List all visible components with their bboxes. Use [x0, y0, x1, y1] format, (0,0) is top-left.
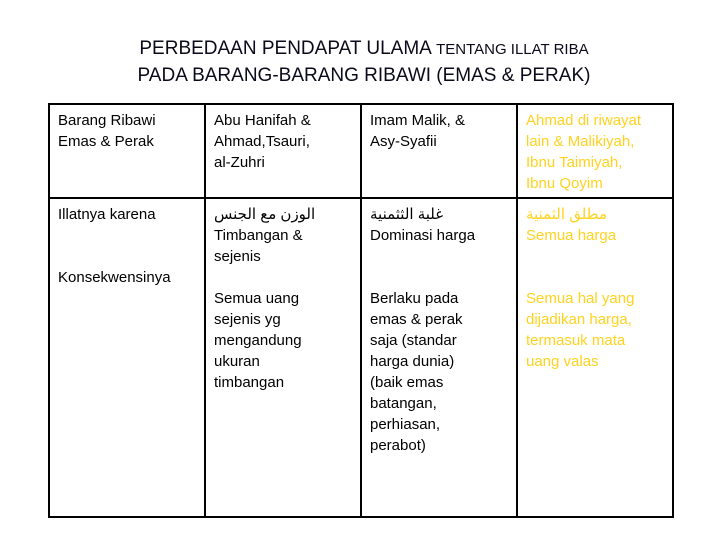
illat-abu-hanifah: Timbangan & sejenis	[214, 227, 303, 265]
header-cell-barang	[49, 104, 205, 198]
spacer-ahmad-2	[526, 267, 664, 288]
header-abu-hanifah-text: Abu Hanifah & Ahmad,Tsauri, al-Zuhri	[214, 112, 311, 171]
body-cell-labels	[49, 198, 205, 517]
header-barang-text: Barang Ribawi Emas & Perak	[58, 112, 156, 150]
spacer-ahmad-1	[526, 246, 664, 267]
konsekuensi-ahmad: Semua hal yang dijadikan harga, termasuk mata uang valas	[526, 290, 635, 370]
title-line-1-small: TENTANG ILLAT RIBA	[436, 41, 589, 58]
arabic-text-abu-hanifah: الوزن مع الجنس	[214, 206, 316, 223]
label-spacer-1	[58, 225, 196, 246]
arabic-text-imam-malik: غلبة الثثمنية	[370, 206, 444, 223]
body-cell-abu-hanifah	[205, 198, 361, 517]
illat-imam-malik: Dominasi harga	[370, 227, 476, 244]
konsekuensi-abu-hanifah: Semua uang sejenis yg mengandung ukuran timbangan	[214, 290, 302, 391]
header-cell-imam-malik	[361, 104, 517, 198]
konsekuensi-label: Konsekwensinya	[58, 269, 171, 286]
title-line-1	[0, 36, 728, 63]
konsekuensi-imam-malik: Berlaku pada emas & perak saja (standar harga dunia) (baik emas batangan, perhiasan, perabot)	[370, 290, 463, 454]
arabic-text-ahmad: مطلق الثمنية	[526, 206, 608, 223]
slide-title	[0, 36, 728, 89]
table-body-row	[49, 198, 673, 517]
title-line-2: PADA BARANG-BARANG RIBAWI (EMAS & PERAK)	[137, 65, 591, 86]
header-imam-malik-text: Imam Malik, & Asy-Syafii	[370, 112, 466, 150]
table-header-row	[49, 104, 673, 198]
label-spacer-2	[58, 246, 196, 267]
body-cell-ahmad	[517, 198, 673, 517]
comparison-table	[48, 103, 674, 518]
body-cell-imam-malik	[361, 198, 517, 517]
spacer-abu-hanifah	[214, 267, 352, 288]
illat-label: Illatnya karena	[58, 206, 156, 223]
header-ahmad-text: Ahmad di riwayat lain & Malikiyah, Ibnu Taimiyah, Ibnu Qoyim	[526, 112, 642, 192]
spacer-imam-malik-1	[370, 246, 508, 267]
illat-ahmad: Semua harga	[526, 227, 617, 244]
header-cell-ahmad	[517, 104, 673, 198]
spacer-imam-malik-2	[370, 267, 508, 288]
header-cell-abu-hanifah	[205, 104, 361, 198]
title-line-1-main: PERBEDAAN PENDAPAT ULAMA	[139, 38, 437, 59]
